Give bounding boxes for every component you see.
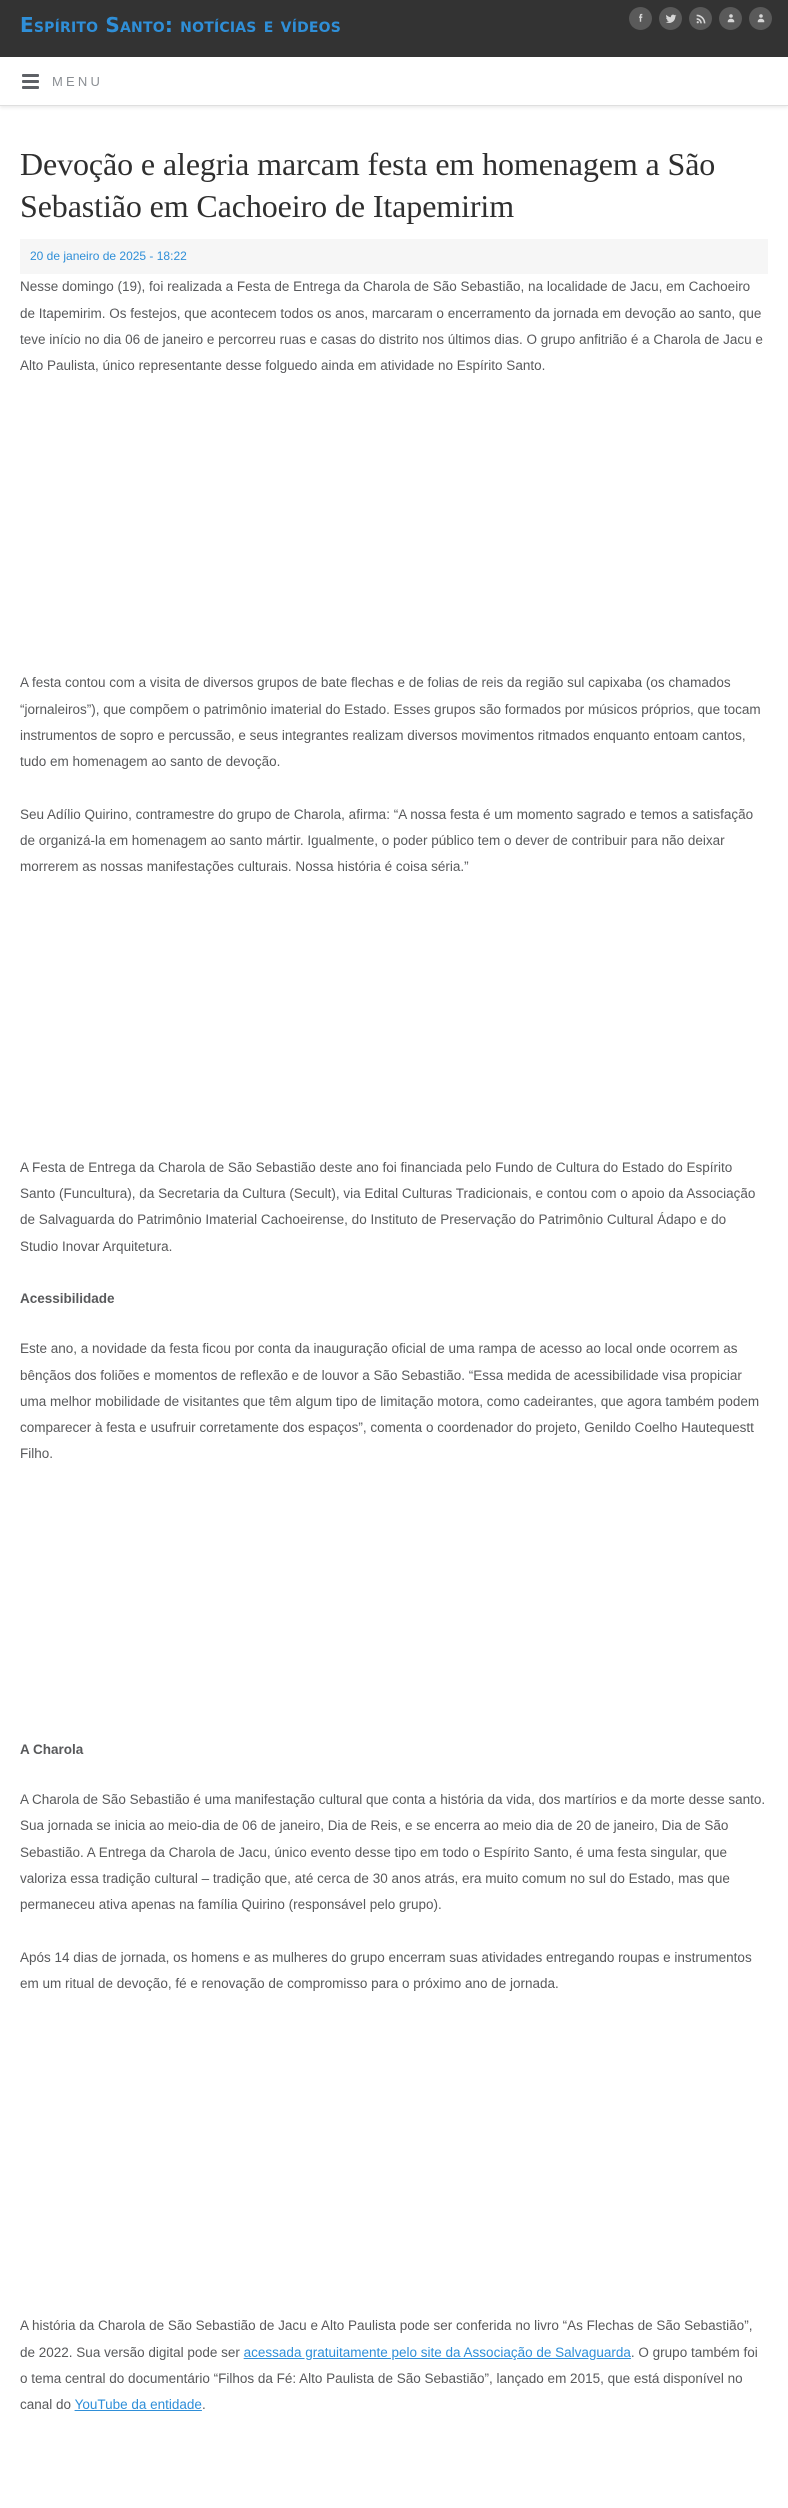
twitter-icon[interactable] — [659, 7, 682, 30]
article-paragraph: A festa contou com a visita de diversos grupos de bate flechas e de folias de reis da região sul capixaba (os chamados “jornaleiros”), que compõem o patrimônio imaterial do Estado. Esses grupos são formados por músicos próprios, que tocam instrumentos de sopro e percussão, e seus integrantes realizam diversos movimentos ritmados enquanto entoam cantos, tudo em homenagem ao santo de devoção. — [20, 675, 761, 770]
hamburger-icon — [22, 74, 39, 89]
user-icon[interactable] — [749, 7, 772, 30]
paragraph-text-segment: A história da Charola de São Sebastião de Jacu e Alto Paulista pode ser conferida no livro “As Flechas de São Sebastião”, de 2022. Sua versão digital pode ser — [20, 2318, 753, 2360]
main-navbar — [0, 57, 788, 106]
article-paragraph-with-links — [20, 2313, 768, 2418]
article-paragraph: Após 14 dias de jornada, os homens e as mulheres do grupo encerram suas atividades entregando roupas e instrumentos em um ritual de devoção, fé e renovação de compromisso para o próximo ano de jornada. — [20, 1949, 752, 1991]
article-paragraph: Seu Adílio Quirino, contramestre do grupo de Charola, afirma: “A nossa festa é um momento sagrado e temos a satisfação de organizá-la em homenagem ao santo mártir. Igualmente, o poder público tem o dever de contribuir para não deixar morrerem as nossas manifestações culturais. Nossa história é coisa séria.” — [20, 806, 754, 875]
article-paragraph: A Festa de Entrega da Charola de São Sebastião deste ano foi financiada pelo Fundo de Cultura do Estado do Espírito Santo (Funcultura), da Secretaria da Cultura (Secult), via Edital Culturas Tradicionais, e contou com o apoio da Associação de Salvaguarda do Patrimônio Imaterial Cachoeirense, do Instituto de Preservação do Patrimônio Cultural Ádapo e do Studio Inovar Arquitetura. — [20, 1159, 756, 1254]
article-date-bar — [20, 239, 768, 274]
social-links — [629, 7, 772, 30]
page-title: Devoção e alegria marcam festa em homenagem a São Sebastião em Cachoeiro de Itapemirim — [20, 146, 716, 224]
site-title[interactable]: Espírito Santo: notícias e vídeos — [20, 13, 342, 37]
article-image-placeholder — [20, 405, 768, 670]
article-image-placeholder — [20, 1494, 768, 1737]
rss-icon[interactable] — [689, 7, 712, 30]
youtube-entidade-link[interactable]: YouTube da entidade — [74, 2397, 202, 2413]
site-header — [0, 0, 788, 57]
article-paragraph: A Charola de São Sebastião é uma manifestação cultural que conta a história da vida, dos martírios e da morte desse santo. Sua jornada se inicia ao meio-dia de 06 de janeiro, Dia de Reis, e se encerra ao meio dia de 20 de janeiro, Dia de São Sebastião. A Entrega da Charola de Jacu, único evento desse tipo em todo o Espírito Santo, é uma festa singular, que valoriza essa tradição cultural – tradição que, até cerca de 30 anos atrás, era muito comum no sul do Estado, mas que permaneceu ativa apenas na família Quirino (responsável pelo grupo). — [20, 1792, 766, 1913]
article-paragraph: Este ano, a novidade da festa ficou por conta da inauguração oficial de uma rampa de acesso ao local onde ocorrem as bênçãos dos foliões e momentos de reflexão e de louvor a São Sebastião. “Essa medida de acessibilidade visa propiciar uma melhor mobilidade de visitantes que têm algum tipo de limitação motora, como cadeirantes, que agora também podem comparecer à festa e usufruir corretamente dos espaços”, comenta o coordenador do projeto, Genildo Coelho Hautequestt Filho. — [20, 1341, 760, 1462]
article-container — [0, 144, 788, 2419]
section-heading: Acessibilidade — [20, 1290, 115, 1306]
menu-toggle-button[interactable] — [22, 74, 103, 89]
user-icon[interactable] — [719, 7, 742, 30]
facebook-icon[interactable] — [629, 7, 652, 30]
paragraph-text-segment: . — [201, 2397, 206, 2413]
article-date: 20 de janeiro de 2025 - 18:22 — [30, 249, 187, 264]
article-image-placeholder — [20, 2023, 768, 2313]
article-image-placeholder — [20, 907, 768, 1155]
associacao-salvaguarda-link[interactable]: acessada gratuitamente pelo site da Associação de Salvaguarda — [243, 2344, 631, 2360]
article-paragraph: Nesse domingo (19), foi realizada a Festa de Entrega da Charola de São Sebastião, na localidade de Jacu, em Cachoeiro de Itapemirim. Os festejos, que acontecem todos os anos, marcaram o encerramento da jornada em devoção ao santo, que teve início no dia 06 de janeiro e percorreu ruas e casas do distrito nos últimos dias. O grupo anfitrião é a Charola de Jacu e Alto Paulista, único representante desse folguedo ainda em atividade no Espírito Santo. — [20, 279, 763, 374]
section-heading: A Charola — [20, 1741, 84, 1757]
menu-label: MENU — [52, 73, 104, 89]
paragraph-text-segment: . O grupo também foi o tema central do documentário “Filhos da Fé: Alto Paulista de São Sebastião”, lançado em 2015, que está disponível no canal do — [20, 2344, 758, 2413]
